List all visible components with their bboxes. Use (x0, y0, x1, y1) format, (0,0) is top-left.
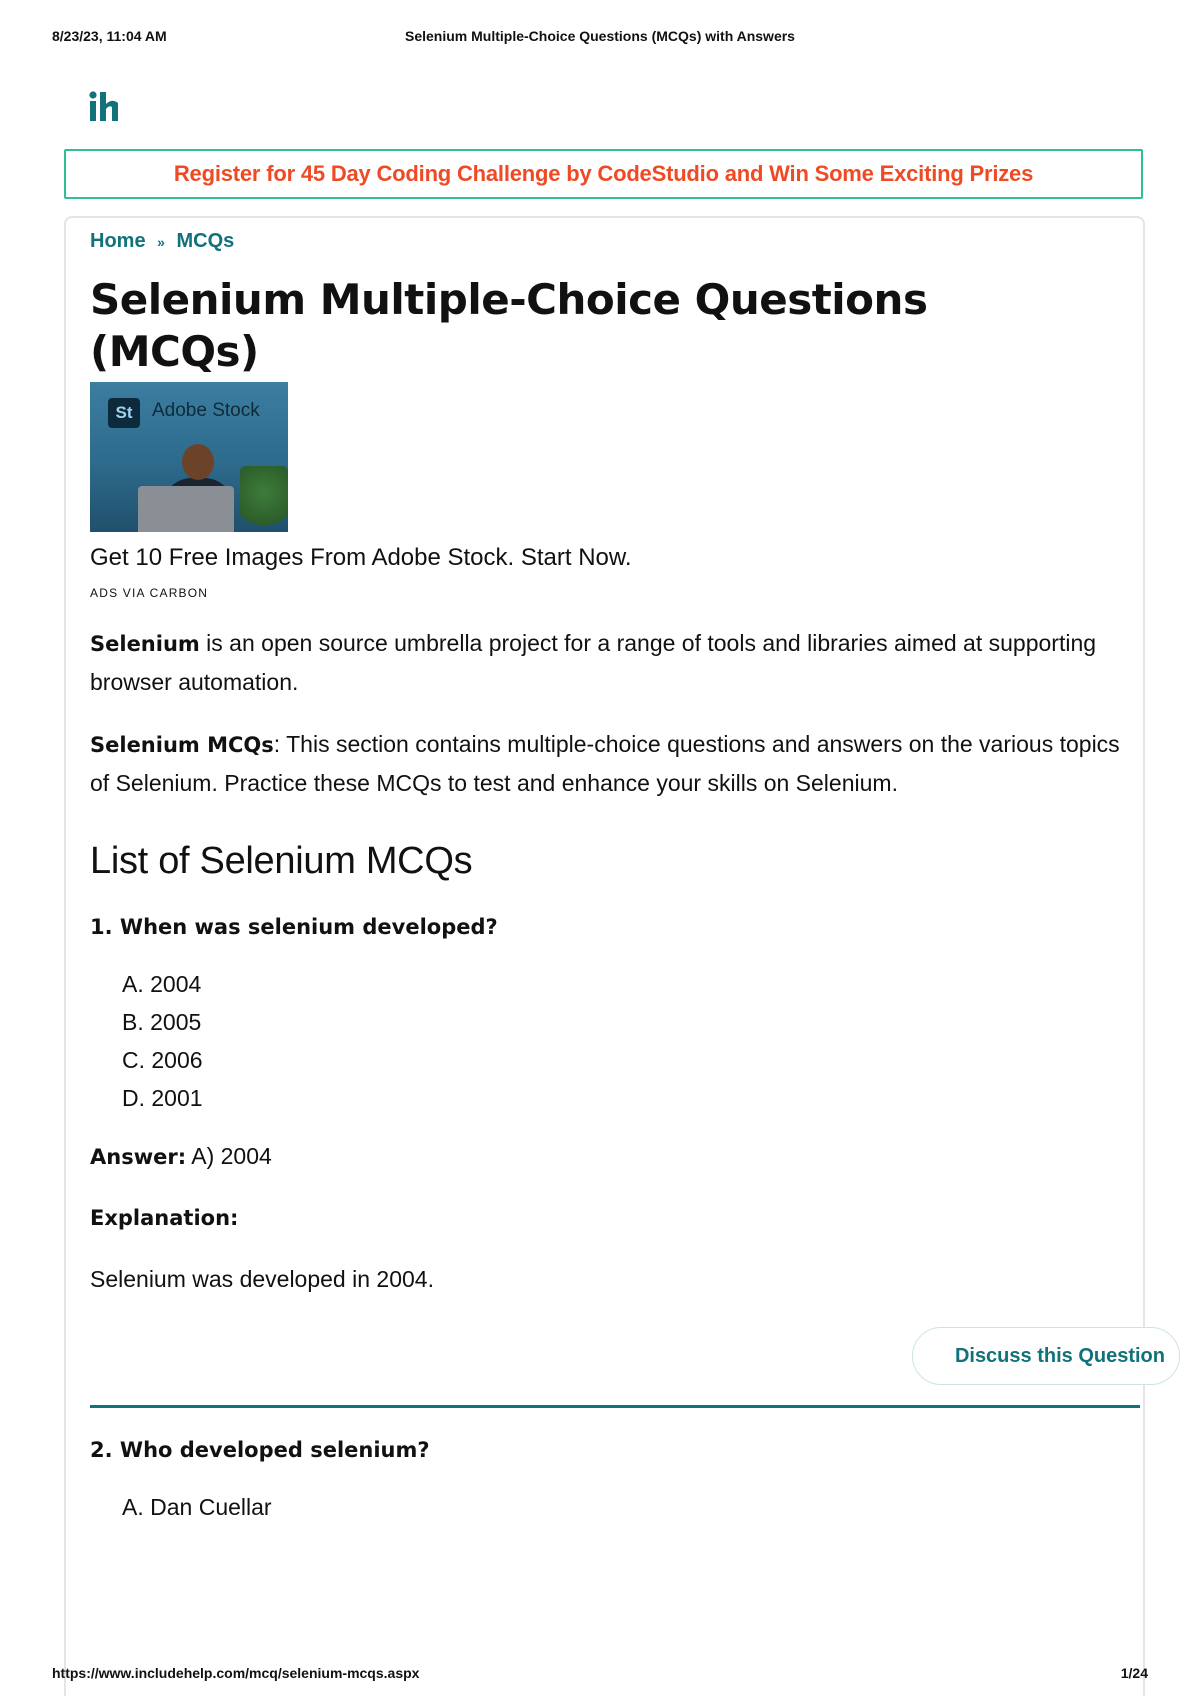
adobe-stock-label: Adobe Stock (152, 400, 260, 421)
coding-challenge-banner[interactable] (64, 149, 1143, 199)
laptop-shape (138, 486, 234, 532)
question-text: 2. Who developed selenium? (90, 1438, 430, 1462)
answer-value: A) 2004 (186, 1143, 272, 1169)
breadcrumb-separator-icon: » (157, 234, 165, 250)
question-divider (90, 1405, 1140, 1408)
breadcrumb-home-link[interactable]: Home (90, 230, 146, 252)
intro-paragraph-2 (90, 725, 1140, 802)
ad-text-link[interactable]: Get 10 Free Images From Adobe Stock. Start Now. (90, 544, 632, 571)
breadcrumb (90, 230, 1140, 258)
ads-via-carbon-link[interactable]: ADS VIA CARBON (90, 586, 209, 600)
site-logo[interactable] (88, 86, 248, 126)
ad-image[interactable] (90, 382, 288, 532)
print-date: 8/23/23, 11:04 AM (52, 28, 167, 44)
print-footer (0, 1665, 1200, 1685)
intro-2-text: : This section contains multiple-choice questions and answers on the various topics of Selenium. Practice these MCQs to test and enhance your skills on Selenium. (90, 731, 1120, 796)
intro-1-text: is an open source umbrella project for a range of tools and libraries aimed at supporting browser automation. (90, 630, 1097, 695)
option-list (90, 1488, 1140, 1526)
plant-shape (240, 466, 288, 532)
question-text: 1. When was selenium developed? (90, 915, 498, 939)
option-item: D. 2001 (122, 1085, 203, 1111)
discuss-row (90, 1327, 1165, 1389)
intro-2-bold: Selenium MCQs (90, 733, 274, 757)
explanation-text: Selenium was developed in 2004. (90, 1266, 434, 1292)
intro-paragraph-1 (90, 624, 1140, 701)
person-head-shape (182, 444, 214, 480)
main-content (90, 230, 1165, 1526)
adobe-stock-badge-icon: St (108, 398, 140, 428)
answer-line (90, 1143, 1140, 1170)
explanation-label: Explanation: (90, 1206, 239, 1230)
option-item: C. 2006 (122, 1047, 203, 1073)
print-url: https://www.includehelp.com/mcq/selenium-mcqs.aspx (52, 1665, 420, 1681)
discuss-question-button[interactable]: Discuss this Question (912, 1327, 1180, 1385)
intro-1-bold: Selenium (90, 632, 200, 656)
print-page-number: 1/24 (1120, 1665, 1148, 1681)
option-item: A. Dan Cuellar (122, 1494, 272, 1520)
question-block-2 (90, 1438, 1140, 1526)
print-doc-title: Selenium Multiple-Choice Questions (MCQs) with Answers (405, 28, 795, 44)
answer-label: Answer: (90, 1145, 187, 1169)
option-item: B. 2005 (122, 1009, 202, 1035)
print-header (0, 28, 1200, 48)
page-title: Selenium Multiple-Choice Questions (MCQs) (90, 275, 928, 376)
option-item: A. 2004 (122, 971, 202, 997)
banner-link[interactable]: Register for 45 Day Coding Challenge by CodeStudio and Win Some Exciting Prizes (173, 161, 1034, 186)
section-heading: List of Selenium MCQs (90, 840, 473, 882)
question-block-1 (90, 915, 1165, 1408)
option-list (90, 965, 1140, 1117)
breadcrumb-mcqs-link[interactable]: MCQs (176, 230, 235, 252)
includehelp-logo-icon (88, 90, 124, 122)
